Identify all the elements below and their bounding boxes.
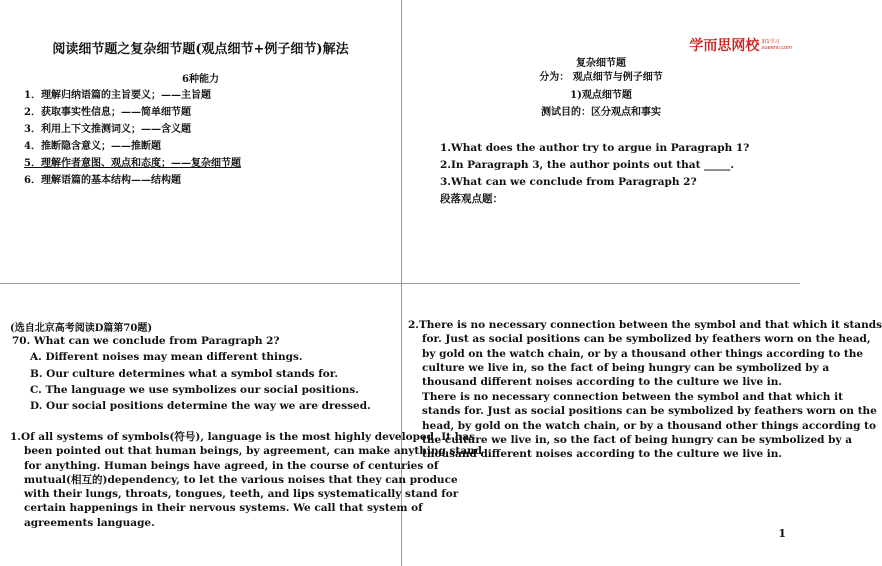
slide-2-heading: 复杂细节题 bbox=[576, 58, 626, 69]
example-question: 2.In Paragraph 3, the author points out that _____. bbox=[440, 159, 734, 171]
passage-paragraph-1: 1.Of all systems of symbols(符号), language is the most highly developed. It has been pointed out that human beings, by agreement, can make anything stand for anything. Human beings have agreed, in the course of centuries of mutual(相互的)dependency, to let the various noises that they can produce with their lungs, throats, tongues, teeth, and lips systematically stand for certain happenings in their nervous systems. We call that system of agreements language. bbox=[10, 431, 483, 529]
page-number: 1 bbox=[778, 527, 786, 540]
logo-subtext: 第1学习 xueersi.com bbox=[761, 38, 792, 51]
section-title: 1)观点细节题 bbox=[570, 90, 632, 101]
ability-item: 3．利用上下文推测词义；——含义题 bbox=[24, 124, 191, 135]
answer-option: A. Different noises may mean different things. bbox=[30, 351, 303, 363]
question-text: 70. What can we conclude from Paragraph 2? bbox=[12, 335, 280, 347]
answer-option: D. Our social positions determine the way we are dressed. bbox=[30, 400, 371, 412]
division-text: 分为： 观点细节与例子细节 bbox=[539, 72, 663, 83]
ability-item: 4．推断隐含意义；——推断题 bbox=[24, 141, 161, 152]
slide-3 bbox=[0, 284, 483, 566]
slide-1 bbox=[0, 0, 401, 283]
answer-option: B. Our culture determines what a symbol stands for. bbox=[30, 368, 338, 380]
slide-2 bbox=[402, 0, 800, 283]
question-source: (选自北京高考阅读D篇第70题) bbox=[10, 323, 153, 334]
paragraph-label: 段落观点题： bbox=[440, 193, 503, 205]
ability-item: 6．理解语篇的基本结构——结构题 bbox=[24, 175, 181, 186]
example-question: 3.What can we conclude from Paragraph 2? bbox=[440, 176, 697, 188]
passage-paragraph-2: 2.There is no necessary connection between the symbol and that which it stands for. Just as social positions can be symbolized by feathers worn on the head, by gold on the watch chain, or by a thousand other things according to the culture we live in, so the fact of being hungry can be symbolized by a thousand different noises according to the culture we live in. bbox=[408, 319, 882, 389]
purpose-text: 测试目的：区分观点和事实 bbox=[541, 107, 661, 118]
logo-text: 学而思网校 bbox=[689, 37, 760, 54]
slide-4 bbox=[402, 284, 882, 566]
abilities-title: 6种能力 bbox=[182, 74, 219, 85]
example-question: 1.What does the author try to argue in Paragraph 1? bbox=[440, 142, 750, 154]
answer-option: C. The language we use symbolizes our social positions. bbox=[30, 384, 359, 396]
ability-item: 2．获取事实性信息；——简单细节题 bbox=[24, 107, 191, 118]
ability-item-highlighted: 5．理解作者意图、观点和态度；——复杂细节题 bbox=[24, 158, 241, 169]
slide-1-title: 阅读细节题之复杂细节题(观点细节+例子细节)解法 bbox=[52, 42, 349, 57]
passage-paragraph-2-repeat: There is no necessary connection between the symbol and that which it stands for. Just as social positions can be symbolized by feathers worn on the head, by gold on the watch chain, or by a thousand other things according to the culture we live in, so the fact of being hungry can be symbolized by a thousand different noises according to the culture we live in. bbox=[422, 391, 877, 461]
brand-logo bbox=[689, 34, 792, 55]
ability-item: 1．理解归纳语篇的主旨要义；——主旨题 bbox=[24, 90, 211, 101]
